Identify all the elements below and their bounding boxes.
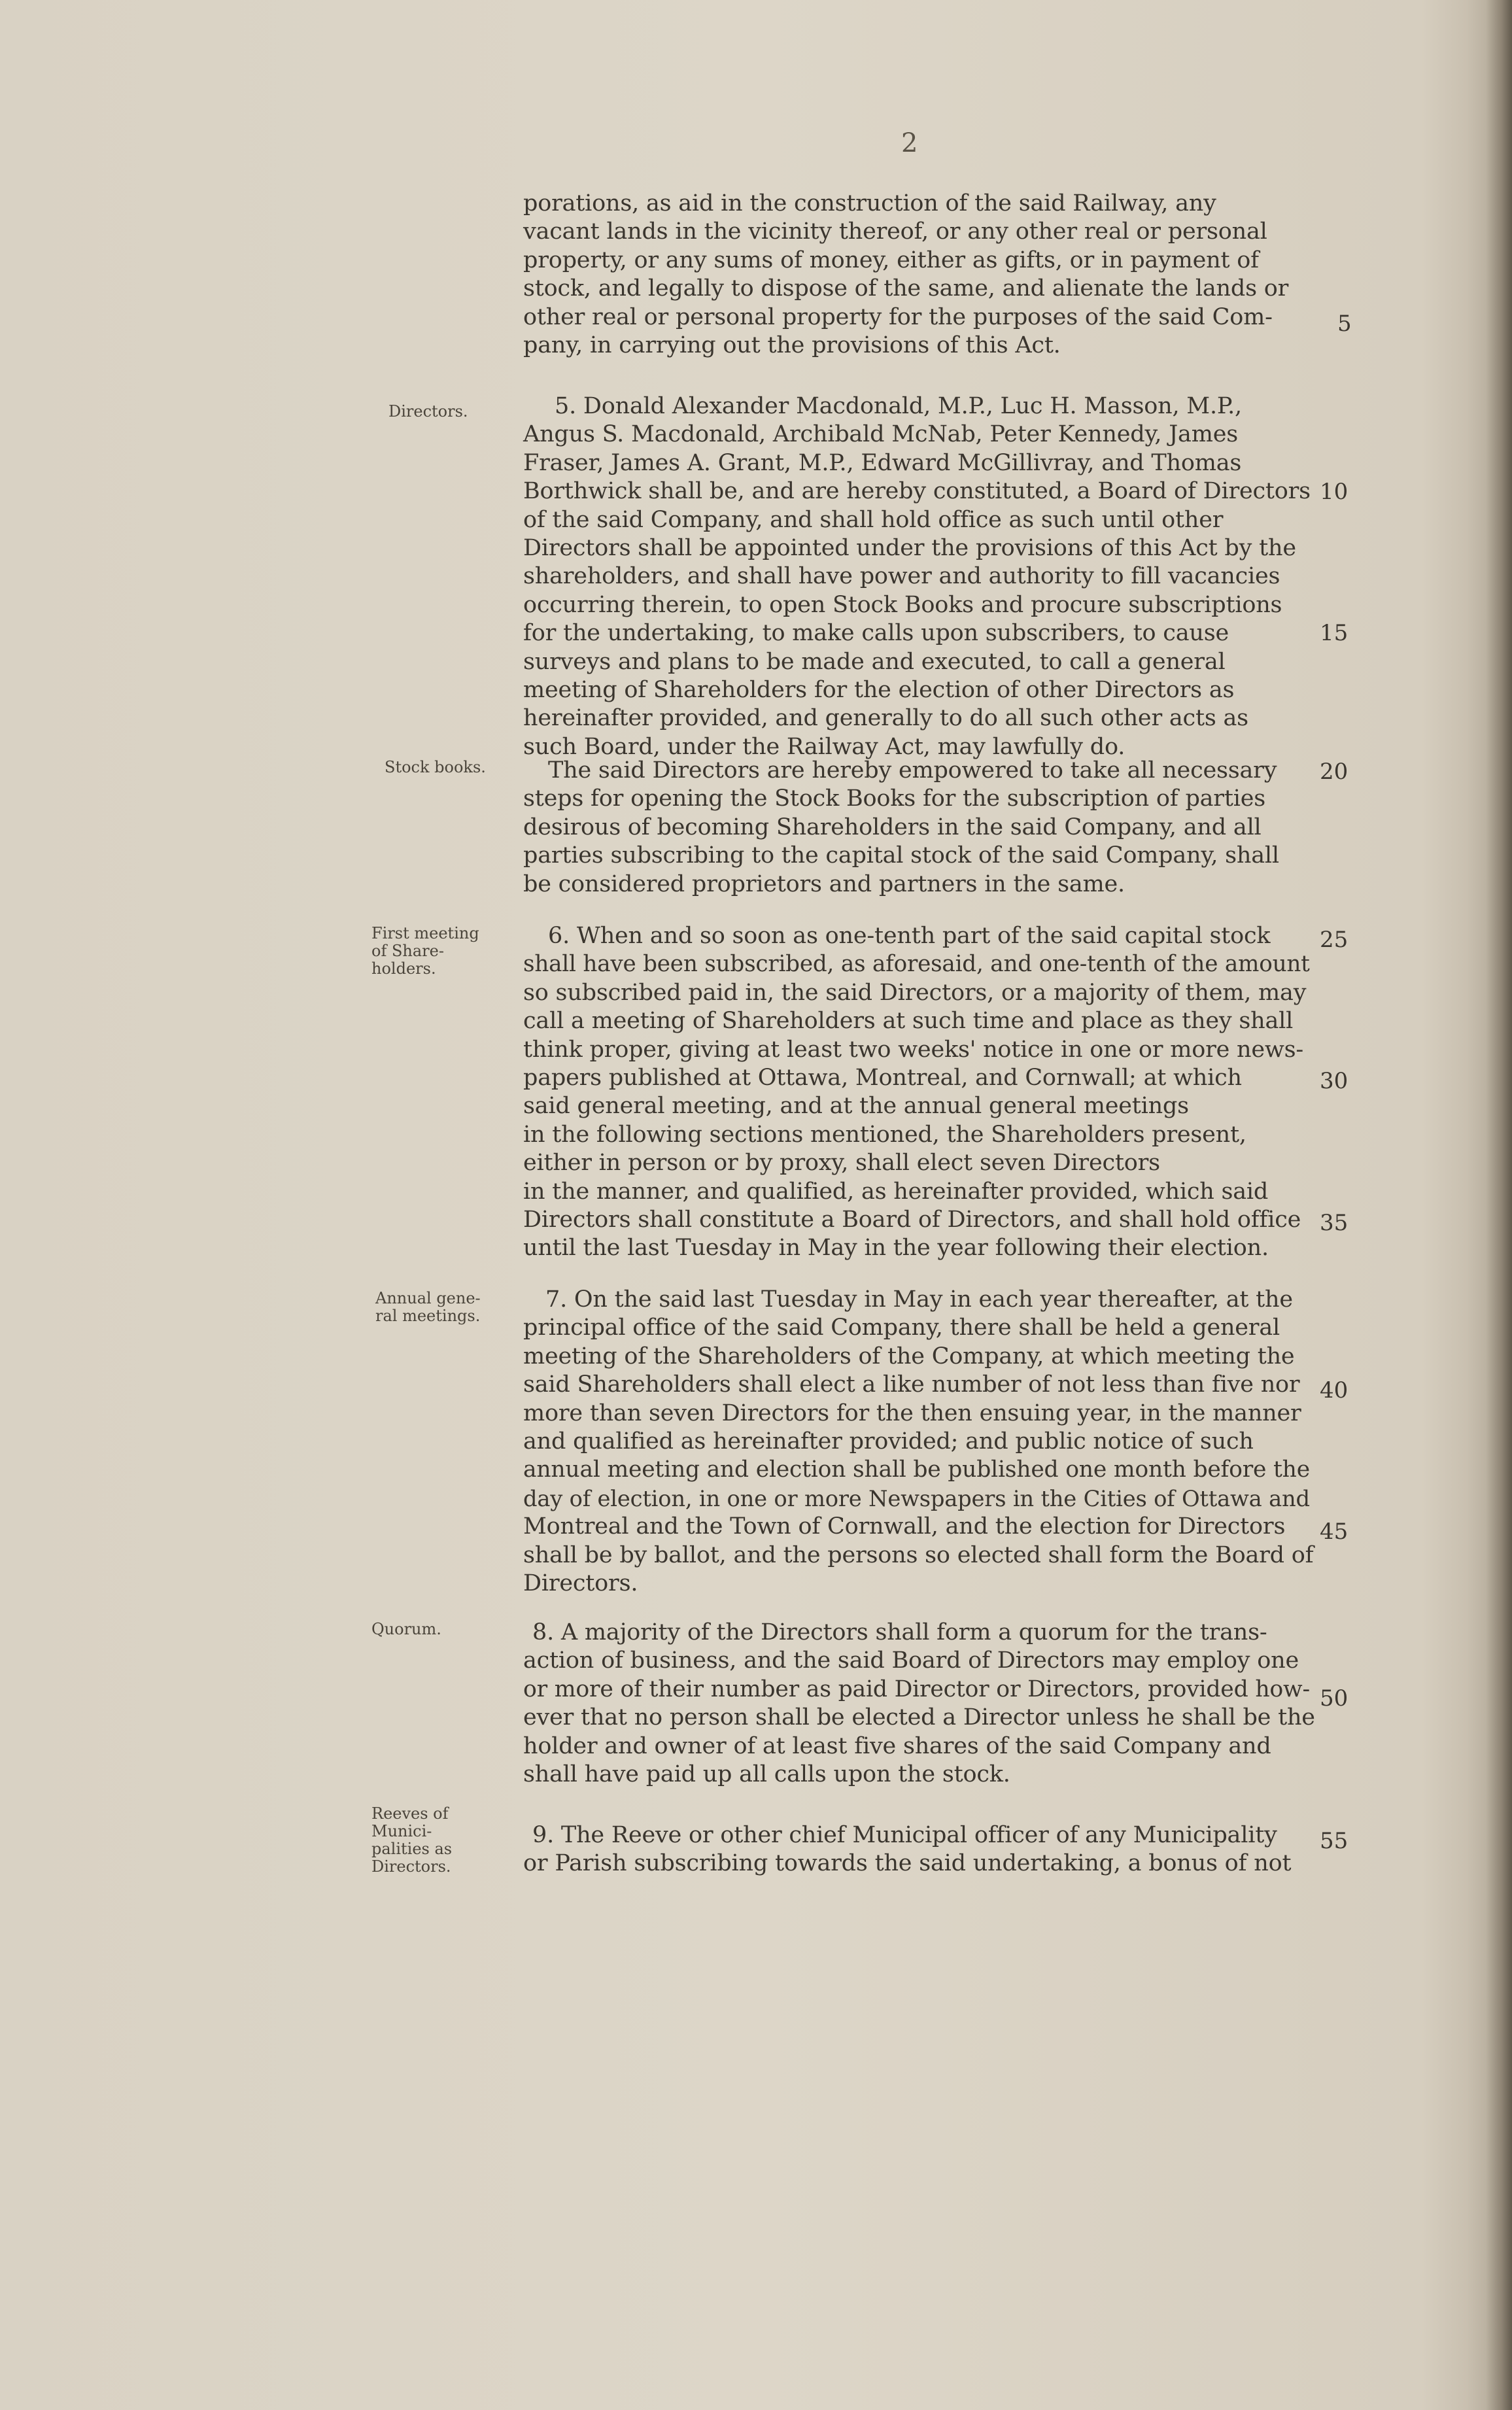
line-number: 5 [1337,311,1352,337]
line-number: 15 [1320,620,1349,646]
text-line: call a meeting of Shareholders at such time and place as they shall [523,1008,1294,1035]
margin-note-line: Directors. [388,402,468,421]
margin-note-line: Quorum. [371,1620,441,1638]
section-8-quorum [523,1619,1318,1789]
text-line: annual meeting and election shall be published one month before the [523,1456,1310,1483]
margin-note-annual-meetings [375,1290,481,1325]
text-line: holder and owner of at least five shares of the said Company and [523,1732,1271,1759]
section-9-reeves [523,1821,1318,1878]
text-line: Montreal and the Town of Cornwall, and the election for Directors [523,1513,1286,1540]
text-line: shall have been subscribed, as aforesaid, and one-tenth of the amount [523,951,1310,978]
text-line: steps for opening the Stock Books for the subscription of parties [523,785,1265,812]
text-line: 9. The Reeve or other chief Municipal officer of any Municipality [532,1822,1277,1848]
text-line: action of business, and the said Board of Directors may employ one [523,1647,1299,1674]
text-line: 8. A majority of the Directors shall form a quorum for the trans- [532,1619,1267,1645]
paragraph-continuation [523,190,1318,360]
text-line: such Board, under the Railway Act, may lawfully do. [523,733,1125,760]
line-number: 25 [1320,927,1349,953]
text-line: be considered proprietors and partners in the same. [523,870,1125,897]
text-line: principal office of the said Company, there shall be held a general [523,1315,1280,1341]
text-line: hereinafter provided, and generally to do all such other acts as [523,705,1248,732]
text-line: parties subscribing to the capital stock of the said Company, shall [523,842,1279,869]
paragraph-stock-books [523,757,1318,899]
text-line: papers published at Ottawa, Montreal, and Cornwall; at which [523,1065,1242,1092]
line-number: 45 [1320,1519,1349,1545]
text-line: Directors shall constitute a Board of Directors, and shall hold office [523,1207,1301,1233]
line-number: 50 [1320,1685,1349,1712]
text-line: shall be by ballot, and the persons so elected shall form the Board of [523,1541,1314,1568]
text-line: in the following sections mentioned, the Shareholders present, [523,1121,1246,1148]
margin-note-line: holders. [371,959,436,978]
text-line: pany, in carrying out the provisions of this Act. [523,332,1061,359]
text-line: or Parish subscribing towards the said undertaking, a bonus of not [523,1850,1292,1877]
margin-note-line: Annual gene- [375,1289,481,1307]
page-number: 2 [901,128,918,158]
text-line: meeting of the Shareholders of the Company, at which meeting the [523,1343,1295,1369]
text-line: stock, and legally to dispose of the same, and alienate the lands or [523,275,1289,302]
text-line: The said Directors are hereby empowered to take all necessary [548,757,1277,783]
text-line: 6. When and so soon as one-tenth part of the said capital stock [548,923,1271,949]
margin-note-line: palities as [371,1840,453,1858]
text-line: until the last Tuesday in May in the year following their election. [523,1235,1269,1262]
section-6-first-meeting [523,922,1318,1263]
margin-note-line: First meeting [371,924,479,942]
margin-note-reeves [371,1805,452,1876]
text-line: Angus S. Macdonald, Archibald McNab, Peter Kennedy, James [523,421,1238,448]
section-7-annual-meetings [523,1286,1318,1598]
text-line: porations, as aid in the construction of the said Railway, any [523,190,1216,216]
text-line: think proper, giving at least two weeks' notice in one or more news- [523,1036,1304,1063]
margin-note-directors [388,403,468,421]
text-line: property, or any sums of money, either as gifts, or in payment of [523,247,1259,273]
text-line: desirous of becoming Shareholders in the said Company, and all [523,814,1262,840]
text-line: more than seven Directors for the then ensuing year, in the manner [523,1400,1301,1426]
margin-note-line: Directors. [371,1857,451,1876]
margin-note-stock-books [385,759,486,776]
text-line: Borthwick shall be, and are hereby constituted, a Board of Directors [523,478,1311,505]
text-line: Directors shall be appointed under the provisions of this Act by the [523,535,1296,562]
text-line: other real or personal property for the purposes of the said Com- [523,303,1273,330]
text-line: occurring therein, to open Stock Books and procure subscriptions [523,591,1282,618]
text-line: and qualified as hereinafter provided; and public notice of such [523,1428,1254,1455]
text-line: Fraser, James A. Grant, M.P., Edward McGillivray, and Thomas [523,449,1242,476]
line-number: 10 [1320,479,1349,505]
text-line: day of election, in one or more Newspapers in the Cities of Ottawa and [523,1485,1310,1511]
line-number: 35 [1320,1210,1349,1236]
text-line: said Shareholders shall elect a like number of not less than five nor [523,1371,1300,1398]
text-line: ever that no person shall be elected a Director unless he shall be the [523,1704,1315,1731]
text-line: vacant lands in the vicinity thereof, or any other real or personal [523,218,1267,245]
text-line: surveys and plans to be made and executed, to call a general [523,648,1226,675]
text-line: shareholders, and shall have power and authority to fill vacancies [523,563,1280,590]
line-number: 55 [1320,1828,1349,1854]
text-line: said general meeting, and at the annual general meetings [523,1093,1189,1120]
text-line: so subscribed paid in, the said Directors, or a majority of them, may [523,979,1307,1006]
margin-note-line: Reeves of [371,1804,449,1823]
text-line: either in person or by proxy, shall elect seven Directors [523,1150,1160,1177]
text-line: of the said Company, and shall hold office as such until other [523,506,1224,533]
margin-note-line: Munici- [371,1822,432,1840]
text-line: 7. On the said last Tuesday in May in each year thereafter, at the [545,1286,1293,1313]
text-line: in the manner, and qualified, as hereinafter provided, which said [523,1178,1269,1205]
margin-note-line: of Share- [371,942,444,960]
page-edge-shadow [1486,0,1512,2410]
margin-note-line: Stock books. [385,758,486,776]
line-number: 20 [1320,759,1349,785]
text-line: meeting of Shareholders for the election of other Directors as [523,677,1235,704]
text-line: Directors. [523,1570,638,1597]
margin-note-quorum [371,1621,441,1638]
line-number: 40 [1320,1377,1349,1403]
margin-note-first-meeting [371,925,479,978]
text-line: shall have paid up all calls upon the stock. [523,1761,1010,1788]
margin-note-line: ral meetings. [375,1307,481,1325]
line-number: 30 [1320,1068,1349,1094]
section-5-directors [523,392,1318,761]
text-line: for the undertaking, to make calls upon subscribers, to cause [523,620,1229,647]
text-line: 5. Donald Alexander Macdonald, M.P., Luc H. Masson, M.P., [555,393,1242,419]
text-line: or more of their number as paid Director or Directors, provided how- [523,1676,1310,1702]
